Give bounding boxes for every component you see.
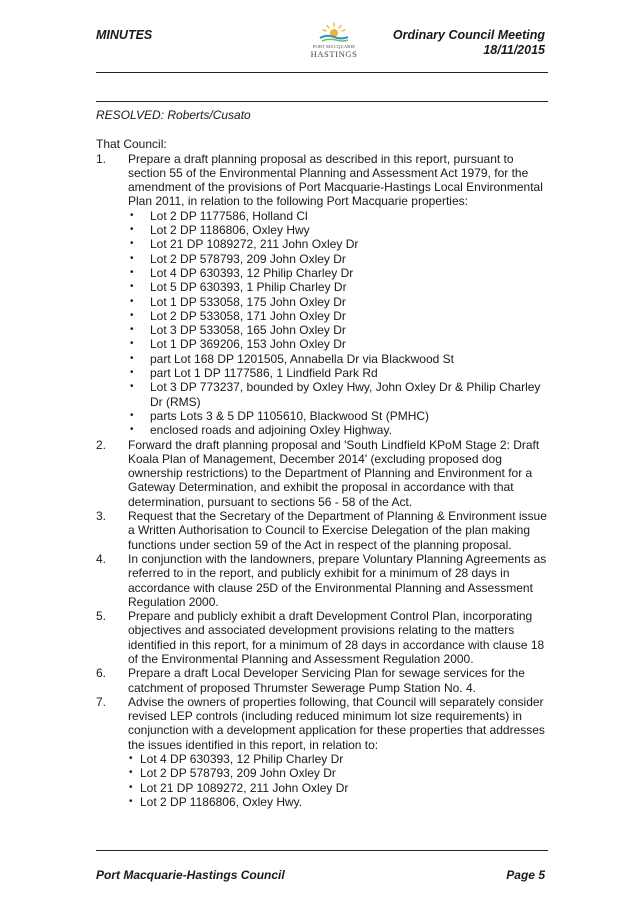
header-meeting-info [393,28,545,58]
item-text: Forward the draft planning proposal and 'South Lindfield KPoM Stage 2: Draft Koala Plan of Management, December 2014' (excluding proposed dog ownership restrictions) to the Department of Planning and Environment for a Gateway Determination, and exhibit the proposal in accordance with that determination, pursuant to sections 56 - 58 of the Act. [128,437,540,509]
resolution-item [96,509,548,552]
council-logo [306,22,362,62]
property-text: Lot 2 DP 533058, 171 John Oxley Dr [150,308,346,323]
property-text: Lot 5 DP 630393, 1 Philip Charley Dr [150,280,347,295]
property-item [128,795,548,809]
property-list-item7 [128,752,548,809]
property-item [128,237,548,251]
property-list [128,209,548,438]
item-number: 7. [96,694,107,709]
property-item [128,337,548,351]
property-text: Lot 2 DP 1177586, Holland Cl [150,208,308,223]
bullet-icon: • [130,381,134,393]
bullet-icon: • [130,209,134,221]
item-number: 5. [96,609,107,624]
item-number: 2. [96,437,107,452]
resolution-item [96,552,548,609]
property-text: parts Lots 3 & 5 DP 1105610, Blackwood St (PMHC) [150,408,430,423]
logo-text-small: PORT MACQUARIE [312,44,356,49]
item-number: 6. [96,666,107,681]
item-text: Prepare and publicly exhibit a draft Development Control Plan, incorporating objectives and associated development provisions relating to the matters identified in this report, for a minimum of 28 days in accordance with clause 18 of the Environmental Planning and Assessment Regulation 2000. [128,609,545,666]
property-item [128,352,548,366]
bullet-icon: • [129,753,133,765]
property-item [128,752,548,766]
property-item [128,781,548,795]
bullet-icon: • [129,767,133,779]
meeting-date: 18/11/2015 [483,43,545,57]
item-number: 1. [96,151,107,166]
bullet-icon: • [130,309,134,321]
property-text: Lot 3 DP 533058, 165 John Oxley Dr [150,323,346,338]
property-text: Lot 1 DP 533058, 175 John Oxley Dr [150,294,346,309]
property-text: Lot 4 DP 630393, 12 Philip Charley Dr [140,752,344,767]
property-item [128,223,548,237]
property-item [128,209,548,223]
property-item [128,295,548,309]
footer-rule [96,850,548,851]
property-text: Lot 2 DP 578793, 209 John Oxley Dr [140,766,336,781]
property-text: part Lot 168 DP 1201505, Annabella Dr via Blackwood St [150,351,454,366]
property-item [128,409,548,423]
resolution-item [96,666,548,695]
logo-text-large: HASTINGS [310,49,358,59]
property-item [128,423,548,437]
bullet-icon: • [130,352,134,364]
property-text: Lot 4 DP 630393, 12 Philip Charley Dr [150,265,354,280]
property-text: part Lot 1 DP 1177586, 1 Lindfield Park Rd [150,366,378,381]
bullet-icon: • [130,295,134,307]
bullet-icon: • [129,781,133,793]
sun-wave-icon [314,22,354,44]
property-text: Lot 21 DP 1089272, 211 John Oxley Dr [150,237,359,252]
property-item [128,309,548,323]
item-text: Advise the owners of properties following, that Council will separately consider revised LEP controls (including reduced minimum lot size requirements) in conjunction with a development application for these properties that addresses the issues identified in this report, in relation to: [128,694,545,752]
property-item [128,366,548,380]
bullet-icon: • [130,281,134,293]
bullet-icon: • [130,266,134,278]
footer-page-number: Page 5 [506,868,545,882]
minutes-body [96,108,548,809]
bullet-icon: • [130,238,134,250]
bullet-icon: • [130,224,134,236]
property-item [128,280,548,294]
resolution-item [96,695,548,809]
intro-text: That Council: [96,137,167,152]
property-text: Lot 2 DP 1186806, Oxley Hwy. [140,794,303,809]
property-item [128,766,548,780]
resolution-item [96,438,548,509]
bullet-icon: • [130,367,134,379]
header-rule [96,72,548,73]
property-item [128,266,548,280]
item-text: Request that the Secretary of the Department of Planning & Environment issue a Written Authorisation to Council to Exercise Delegation of the plan making functions under section 59 of the Act in respect of the planning proposal. [128,509,547,552]
bullet-icon: • [130,338,134,350]
property-text: Lot 2 DP 578793, 209 John Oxley Dr [150,251,346,266]
property-text: Lot 1 DP 369206, 153 John Oxley Dr [150,337,346,352]
item-text: In conjunction with the landowners, prepare Voluntary Planning Agreements as referred to in the report, and publicly exhibit for a minimum of 28 days in accordance with clause 25D of the Environmental Planning and Assessment Regulation 2000. [128,551,547,609]
bullet-icon: • [130,324,134,336]
property-item [128,380,548,409]
bullet-icon: • [130,424,134,436]
property-text: Lot 2 DP 1186806, Oxley Hwy [150,223,310,238]
section-rule [96,101,548,102]
property-item [128,252,548,266]
item-text: Prepare a draft Local Developer Servicing Plan for sewage services for the catchment of proposed Thrumster Sewerage Pump Station No. 4. [128,666,525,695]
property-text: enclosed roads and adjoining Oxley Highway. [150,423,392,438]
property-text: Lot 21 DP 1089272, 211 John Oxley Dr [140,780,349,795]
resolution-item [96,152,548,438]
bullet-icon: • [129,795,133,807]
header-section-label: MINUTES [96,28,153,42]
property-text: Lot 3 DP 773237, bounded by Oxley Hwy, John Oxley Dr & Philip Charley Dr (RMS) [150,380,541,409]
item-text: Prepare a draft planning proposal as described in this report, pursuant to section 55 of the Environmental Planning and Assessment Act 1979, for the amendment of the provisions of Port Macquarie-Hastings Local Environmental Plan 2011, in relation to the following Port Macquarie properties: [128,151,543,209]
item-number: 4. [96,551,107,566]
footer-council-name: Port Macquarie-Hastings Council [96,868,285,882]
resolution-item [96,609,548,666]
meeting-title: Ordinary Council Meeting [392,28,545,42]
resolved-line: RESOLVED: Roberts/Cusato [96,108,251,122]
item-number: 3. [96,509,107,524]
bullet-icon: • [130,409,134,421]
property-item [128,323,548,337]
bullet-icon: • [130,252,134,264]
